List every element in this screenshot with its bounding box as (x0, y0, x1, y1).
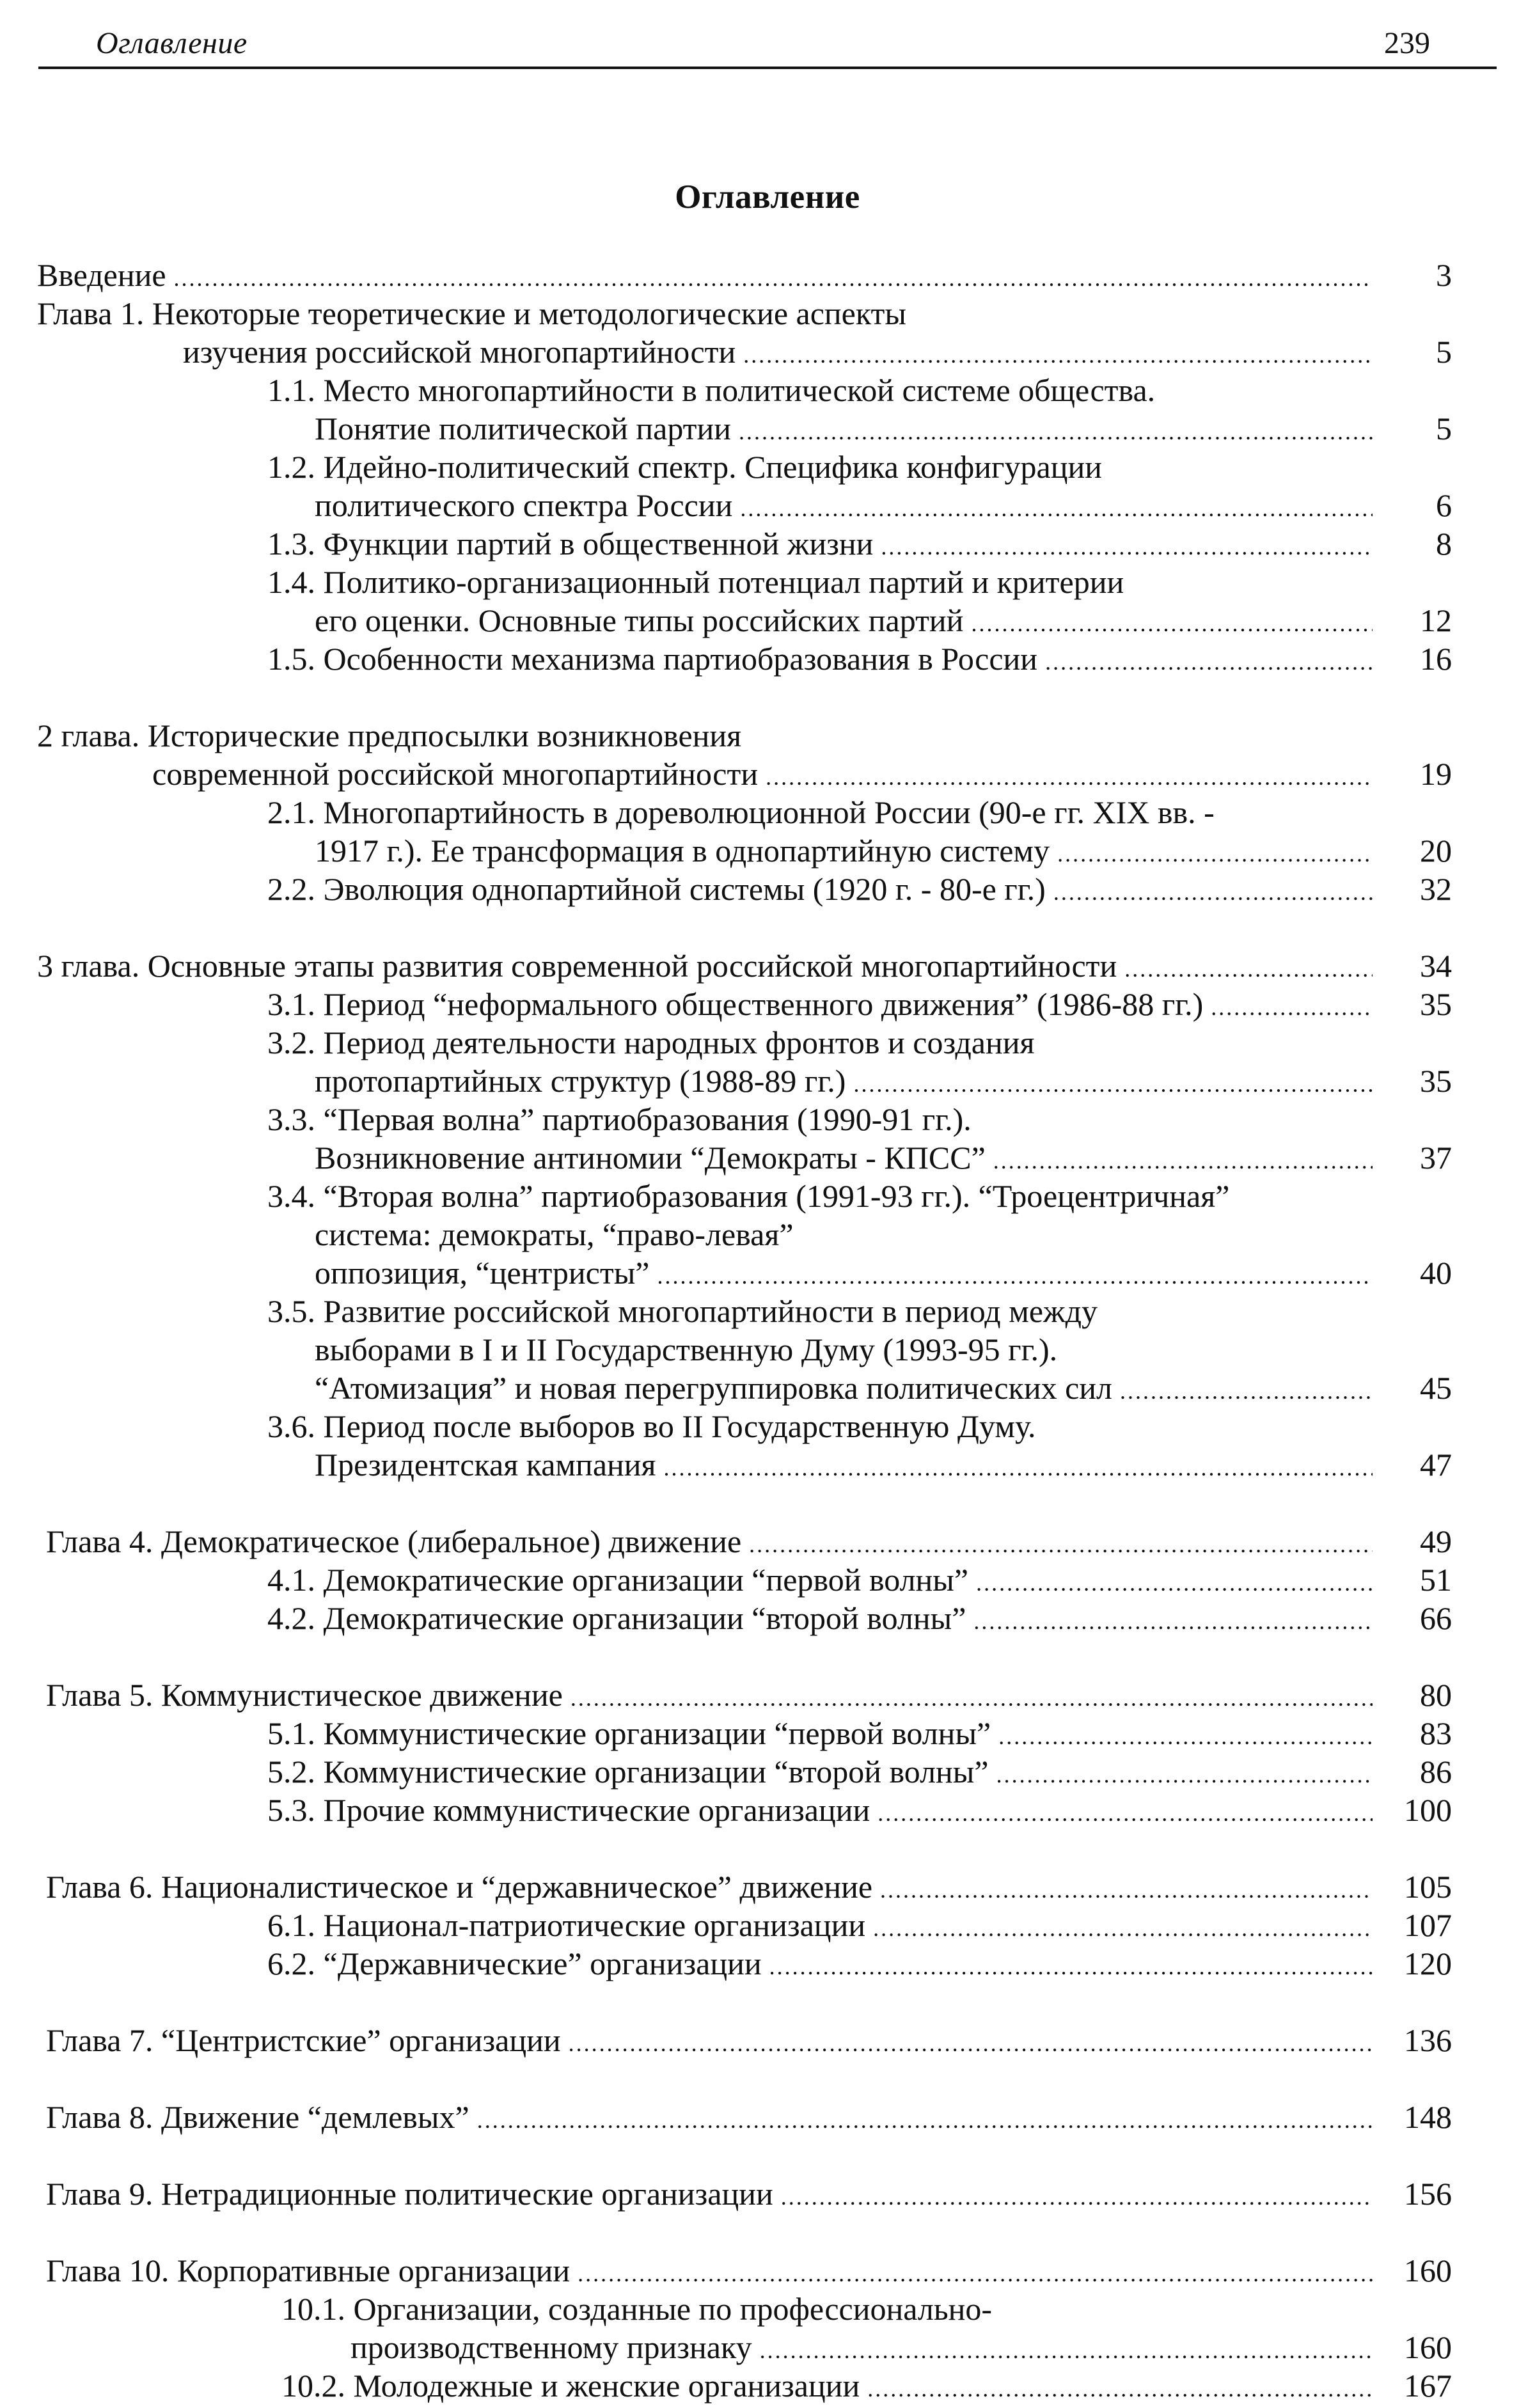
toc-entry-page: 86 (1420, 1754, 1452, 1790)
toc-entry-page: 120 (1404, 1946, 1452, 1981)
toc-entry-text: оппозиция, “центристы” (315, 1255, 650, 1291)
toc-entry (267, 1177, 1229, 1215)
toc-entry-page: 45 (1420, 1370, 1452, 1406)
toc-entry-text: Понятие политической партии (315, 411, 732, 446)
toc-entry (46, 1868, 1452, 1909)
toc-entry-page: 3 (1436, 257, 1452, 293)
toc-entry-page: 156 (1404, 2176, 1452, 2212)
toc-entry-text: 3.1. Период “неформального общественного движения” (1986-88 гг.) (267, 986, 1204, 1022)
toc-entry-text: Глава 5. Коммунистическое движение (46, 1677, 563, 1713)
toc-entry (267, 1752, 1452, 1794)
dot-leader (873, 1909, 1373, 1948)
dot-leader (1053, 873, 1373, 911)
toc-entry-text: Глава 9. Нетрадиционные политические организации (46, 2176, 773, 2212)
toc-entry-text: Президентская кампания (315, 1447, 656, 1483)
toc-entry-page: 66 (1420, 1600, 1452, 1636)
toc-entry (281, 2290, 992, 2328)
toc-entry (267, 524, 1452, 566)
toc-entry-text: 3.6. Период после выборов во II Государственную Думу. (267, 1408, 1036, 1444)
toc-entry-text: 5.3. Прочие коммунистические организации (267, 1792, 870, 1828)
toc-entry (350, 2328, 1452, 2370)
dot-leader (867, 2370, 1373, 2408)
toc-entry (315, 831, 1452, 873)
dot-leader (739, 413, 1373, 451)
toc-entry (267, 448, 1102, 486)
dot-leader (1057, 835, 1373, 873)
toc-entry (267, 1944, 1452, 1986)
toc-entry (267, 1599, 1452, 1641)
dot-leader (973, 1602, 1373, 1641)
toc-entry (46, 2251, 1452, 2293)
toc-entry-text: Глава 10. Корпоративные организации (46, 2253, 571, 2288)
toc-entry-page: 32 (1420, 871, 1452, 907)
toc-entry (267, 870, 1452, 911)
dot-leader (881, 528, 1373, 566)
toc-entry (267, 1906, 1452, 1948)
toc-entry-text: Возникновение антиномии “Демократы - КПСС” (315, 1140, 986, 1176)
dot-leader (477, 2101, 1373, 2139)
dot-leader (853, 1065, 1373, 1103)
toc-entry-text: 4.1. Демократические организации “первой волны” (267, 1562, 969, 1598)
toc-entry-text: 2.1. Многопартийность в дореволюционной России (90-е гг. XIX вв. - (267, 794, 1215, 830)
toc-entry-page: 83 (1420, 1715, 1452, 1751)
toc-entry-text: Введение (37, 257, 166, 293)
dot-leader (769, 1948, 1373, 1986)
toc-entry-text: система: демократы, “право-левая” (315, 1216, 794, 1252)
dot-leader (578, 2255, 1373, 2293)
toc-entry (315, 1138, 1452, 1180)
toc-entry (267, 1407, 1036, 1445)
dot-leader (996, 1756, 1373, 1794)
toc-entry (46, 1676, 1452, 1717)
toc-entry-text: изучения российской многопартийности (183, 334, 736, 370)
toc-entry (281, 2366, 1452, 2408)
toc-entry (267, 1292, 1098, 1330)
dot-leader (174, 259, 1373, 297)
toc-entry-text: протопартийных структур (1988-89 гг.) (315, 1063, 846, 1099)
toc-entry-text: 2.2. Эволюция однопартийной системы (1920 г. - 80-е гг.) (267, 871, 1046, 907)
dot-leader (664, 1449, 1373, 1487)
toc-entry-text: 2 глава. Исторические предпосылки возникновения (37, 718, 742, 753)
toc-entry (267, 1561, 1452, 1602)
toc-entry-text: современной российской многопартийности (152, 756, 759, 792)
toc-entry-page: 148 (1404, 2099, 1452, 2135)
toc-entry-text: 3.3. “Первая волна” партиобразования (1990-91 гг.). (267, 1101, 972, 1137)
toc-entry (46, 2021, 1452, 2063)
toc-entry (267, 1791, 1452, 1832)
toc-entry-page: 47 (1420, 1447, 1452, 1483)
toc-entry-page: 12 (1420, 602, 1452, 638)
dot-leader (657, 1257, 1373, 1295)
toc-entry (267, 1023, 1035, 1062)
toc-entry-text: 5.2. Коммунистические организации “второй волны” (267, 1754, 989, 1790)
toc-entry-page: 34 (1420, 948, 1452, 984)
toc-entry (315, 1369, 1452, 1410)
toc-entry-page: 100 (1404, 1792, 1452, 1828)
toc-entry (315, 1330, 1057, 1369)
toc-entry-text: “Атомизация” и новая перегруппировка политических сил (315, 1370, 1112, 1406)
page-number: 239 (1384, 26, 1430, 60)
toc-entry-text: его оценки. Основные типы российских партий (315, 602, 964, 638)
dot-leader (766, 758, 1373, 796)
toc-entry (315, 1062, 1452, 1103)
toc-entry-page: 8 (1436, 526, 1452, 562)
toc-entry-text: 6.2. “Державнические” организации (267, 1946, 762, 1981)
toc-entry (183, 333, 1452, 374)
toc-entry-text: политического спектра России (315, 487, 733, 523)
dot-leader (569, 2024, 1373, 2063)
toc-entry (267, 371, 1155, 409)
toc-entry (46, 1522, 1452, 1564)
toc-entry-page: 49 (1420, 1523, 1452, 1559)
toc-entry-text: 3.2. Период деятельности народных фронтов и создания (267, 1025, 1035, 1060)
toc-entry-text: Глава 7. “Центристские” организации (46, 2022, 561, 2058)
toc-entry (37, 294, 906, 333)
dot-leader (571, 1679, 1373, 1717)
toc-entry-text: 10.1. Организации, созданные по профессионально- (281, 2291, 993, 2327)
dot-leader (760, 2331, 1373, 2370)
toc-entry-page: 5 (1436, 334, 1452, 370)
toc-title: Оглавление (675, 178, 860, 216)
toc-entry (315, 409, 1452, 451)
dot-leader (749, 1525, 1373, 1564)
toc-entry (267, 640, 1452, 681)
toc-entry-text: Глава 1. Некоторые теоретические и методологические аспекты (37, 295, 906, 331)
toc-entry-page: 40 (1420, 1255, 1452, 1291)
toc-entry (46, 2175, 1452, 2216)
toc-entry-page: 35 (1420, 1063, 1452, 1099)
toc-entry (152, 755, 1452, 796)
toc-entry-text: 1.1. Место многопартийности в политической системе общества. (267, 372, 1156, 408)
running-head-title: Оглавление (96, 26, 248, 60)
toc-entry (315, 1254, 1452, 1295)
dot-leader (740, 489, 1373, 528)
dot-leader (993, 1142, 1373, 1180)
toc-entry-text: 4.2. Демократические организации “второй волны” (267, 1600, 966, 1636)
toc-entry (267, 793, 1215, 831)
toc-entry (37, 256, 1452, 297)
toc-entry-text: Глава 8. Движение “демлевых” (46, 2099, 469, 2135)
toc-entry-text: 10.2. Молодежные и женские организации (281, 2368, 860, 2404)
toc-entry-text: 1917 г.). Ее трансформация в однопартийную систему (315, 833, 1050, 869)
toc-entry-page: 167 (1404, 2368, 1452, 2404)
toc-entry-page: 51 (1420, 1562, 1452, 1598)
toc-entry-page: 16 (1420, 641, 1452, 677)
toc-entry (267, 563, 1124, 601)
dot-leader (1211, 988, 1373, 1027)
toc-entry-page: 160 (1404, 2253, 1452, 2288)
toc-entry (37, 947, 1452, 988)
toc-entry-page: 19 (1420, 756, 1452, 792)
toc-entry (46, 2098, 1452, 2139)
toc-entry (315, 1445, 1452, 1487)
toc-entry (315, 1215, 794, 1254)
toc-entry-text: 1.4. Политико-организационный потенциал партий и критерии (267, 564, 1124, 600)
toc-entry-text: 3.5. Развитие российской многопартийности в период между (267, 1293, 1098, 1329)
toc-entry-text: 5.1. Коммунистические организации “первой волны” (267, 1715, 991, 1751)
dot-leader (781, 2178, 1373, 2216)
toc-entry-text: Глава 4. Демократическое (либеральное) движение (46, 1523, 742, 1559)
toc-entry-page: 37 (1420, 1140, 1452, 1176)
toc-entry (315, 486, 1452, 528)
toc-entry-text: Глава 6. Националистическое и “державническое” движение (46, 1869, 873, 1905)
toc-entry (37, 716, 741, 755)
dot-leader (1120, 1372, 1373, 1410)
dot-leader (878, 1794, 1373, 1832)
toc-entry-page: 20 (1420, 833, 1452, 869)
toc-entry-page: 105 (1404, 1869, 1452, 1905)
toc-entry-page: 6 (1436, 487, 1452, 523)
dot-leader (743, 336, 1373, 374)
dot-leader (971, 604, 1373, 643)
toc-entry-page: 80 (1420, 1677, 1452, 1713)
dot-leader (880, 1871, 1373, 1909)
toc-entry-text: выборами в I и II Государственную Думу (1993-95 гг.). (315, 1332, 1058, 1367)
toc-entry-text: 1.2. Идейно-политический спектр. Специфика конфигурации (267, 449, 1102, 485)
toc-entry-page: 35 (1420, 986, 1452, 1022)
toc-entry-page: 5 (1436, 411, 1452, 446)
toc-entry-text: 1.3. Функции партий в общественной жизни (267, 526, 874, 562)
toc-entry-page: 136 (1404, 2022, 1452, 2058)
dot-leader (976, 1564, 1373, 1602)
toc-entry (267, 1714, 1452, 1756)
toc-entry-text: 1.5. Особенности механизма партиобразования в России (267, 641, 1038, 677)
toc-entry-text: производственному признаку (350, 2329, 752, 2365)
toc-entry-text: 3.4. “Вторая волна” партиобразования (1991-93 гг.). “Троецентричная” (267, 1178, 1230, 1214)
dot-leader (1045, 643, 1373, 681)
toc-entry-page: 107 (1404, 1907, 1452, 1943)
dot-leader (998, 1717, 1373, 1756)
toc-entry (267, 985, 1452, 1027)
toc-entry-text: 6.1. Национал-патриотические организации (267, 1907, 866, 1943)
toc-entry (267, 1100, 972, 1138)
toc-entry-text: 3 глава. Основные этапы развития современной российской многопартийности (37, 948, 1117, 984)
toc-entry (315, 601, 1452, 643)
dot-leader (1124, 950, 1373, 988)
toc-entry-page: 160 (1404, 2329, 1452, 2365)
